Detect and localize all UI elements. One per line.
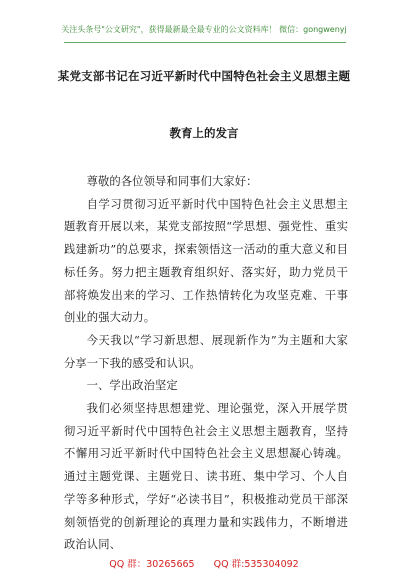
- paragraph: 今天我以“学习新思想、展现新作为”为主题和大家分享一下我的感受和认识。: [64, 333, 348, 370]
- document-title-continued: 教育上的发言: [169, 126, 239, 140]
- footer: [0, 556, 408, 570]
- header-banner: 关注头条号"公文研究"，获得最新最全最专业的公文资料库！ 微信：gongwenyj: [61, 25, 347, 34]
- section-heading: 一、学出政治坚定: [86, 379, 178, 393]
- document-title: 某党支部书记在习近平新时代中国特色社会主义思想主题: [57, 69, 351, 83]
- footer-qq-group-1: QQ 群：30265665: [109, 559, 195, 570]
- paragraph: 自学习贯彻习近平新时代中国特色社会主义思想主题教育开展以来，某党支部按照“学思想、强党性、重实践建新功”的总要求，探索领悟这一活动的重大意义和目标任务。努力把主题教育组织好、落实好，助力党员干部将焕发出来的学习、工作热情转化为攻坚克难、干事创业的强大动力。: [64, 197, 348, 325]
- paragraph: 我们必须坚持思想建党、理论强党，深入开展学贯彻习近平新时代中国特色社会主义思想主题教育，坚持不懈用习近平新时代中国特色社会主义思想凝心铸魂。通过主题党课、主题党日、读书班、集中学习、个人自学等多种形式，学好“必读书目”，积极推动党员干部深刻领悟党的创新理论的真理力量和实践伟力，不断增进政治认同、: [64, 402, 348, 552]
- salutation: 尊敬的各位领导和同事们大家好：: [86, 175, 258, 188]
- header-divider: [64, 42, 346, 43]
- document-body: [64, 171, 348, 557]
- footer-qq-group-2: QQ 群:535304092: [213, 559, 299, 570]
